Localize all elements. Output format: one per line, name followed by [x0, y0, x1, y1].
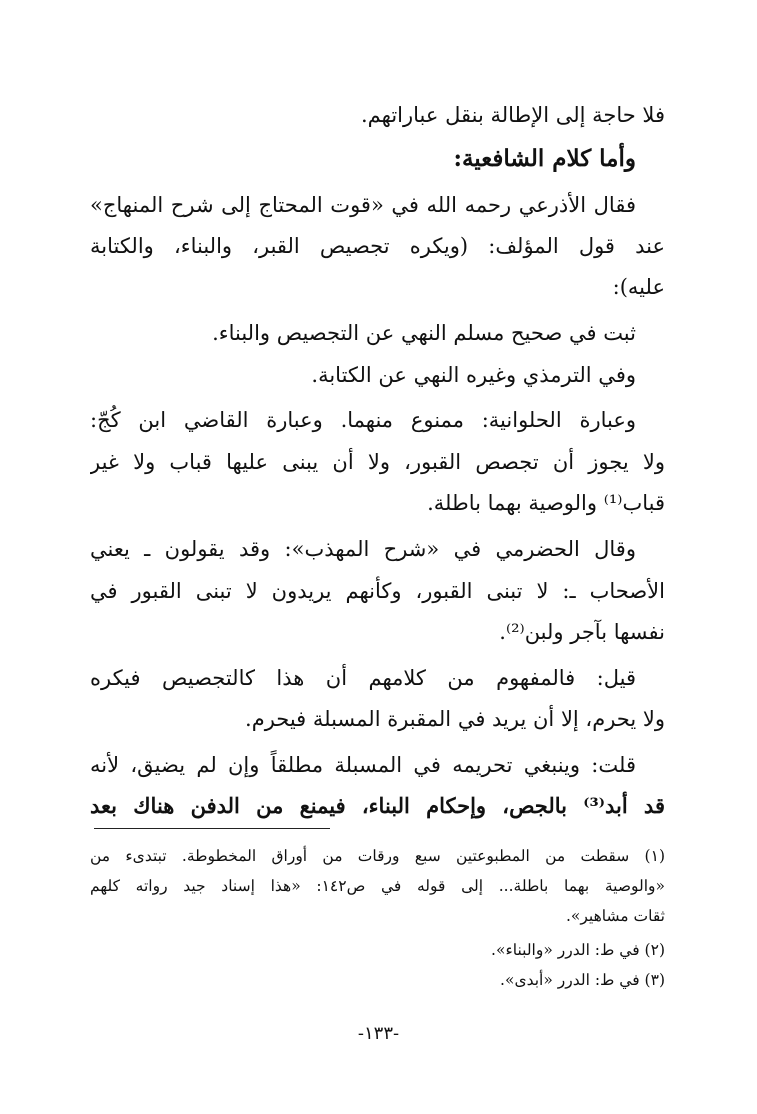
footnote-line: (٣) في ط: الدرر «أبدى». [500, 971, 665, 989]
footnote-line: (١) سقطت من المطبوعتين سبع ورقات من أوراق المخطوطة. تبتدىء من [90, 847, 665, 865]
footnote-line: ثقات مشاهير». [565, 907, 665, 925]
footnote-line: (٢) في ط: الدرر «والبناء». [491, 941, 665, 959]
body-line: ولا يجوز أن تجصص القبور، ولا أن يبنى عليها قباب ولا غير [90, 450, 665, 474]
body-line: ولا يحرم، إلا أن يريد في المقبرة المسبلة فيحرم. [245, 707, 665, 731]
body-line: فقال الأذرعي رحمه الله في «قوت المحتاج إلى شرح المنهاج» [90, 193, 636, 217]
body-line: نفسها بآجر ولبن⁽²⁾. [499, 620, 665, 644]
body-line: وقال الحضرمي في «شرح المهذب»: وقد يقولون ـ يعني [90, 537, 636, 561]
body-line: ثبت في صحيح مسلم النهي عن التجصيص والبناء. [212, 321, 636, 345]
footnote-line: «والوصية بهما باطلة... إلى قوله في ص١٤٢: «هذا إسناد جيد رواته كلهم [90, 877, 665, 895]
page-number: -١٣٣- [357, 1023, 400, 1044]
body-line: قلت: وينبغي تحريمه في المسبلة مطلقاً وإن لم يضيق، لأنه [90, 753, 636, 777]
footnote-separator [94, 828, 330, 829]
body-line: وفي الترمذي وغيره النهي عن الكتابة. [311, 363, 636, 387]
body-line: قد أبد⁽³⁾ بالجص، وإحكام البناء، فيمنع من الدفن هناك بعد [90, 793, 665, 818]
section-heading: وأما كلام الشافعية: [453, 145, 636, 172]
body-line: الأصحاب ـ: لا تبنى القبور، وكأنهم يريدون لا تبنى القبور في [90, 579, 665, 603]
body-line: وعبارة الحلوانية: ممنوع منهما. وعبارة القاضي ابن كُجّ: [90, 408, 636, 432]
body-line: قباب⁽¹⁾ والوصية بهما باطلة. [427, 491, 665, 515]
body-line: عليه): [612, 275, 665, 299]
body-line: قيل: فالمفهوم من كلامهم أن هذا كالتجصيص فيكره [90, 666, 636, 690]
body-line: عند قول المؤلف: (ويكره تجصيص القبر، والبناء، والكتابة [90, 234, 665, 258]
body-line: فلا حاجة إلى الإطالة بنقل عباراتهم. [360, 103, 665, 127]
